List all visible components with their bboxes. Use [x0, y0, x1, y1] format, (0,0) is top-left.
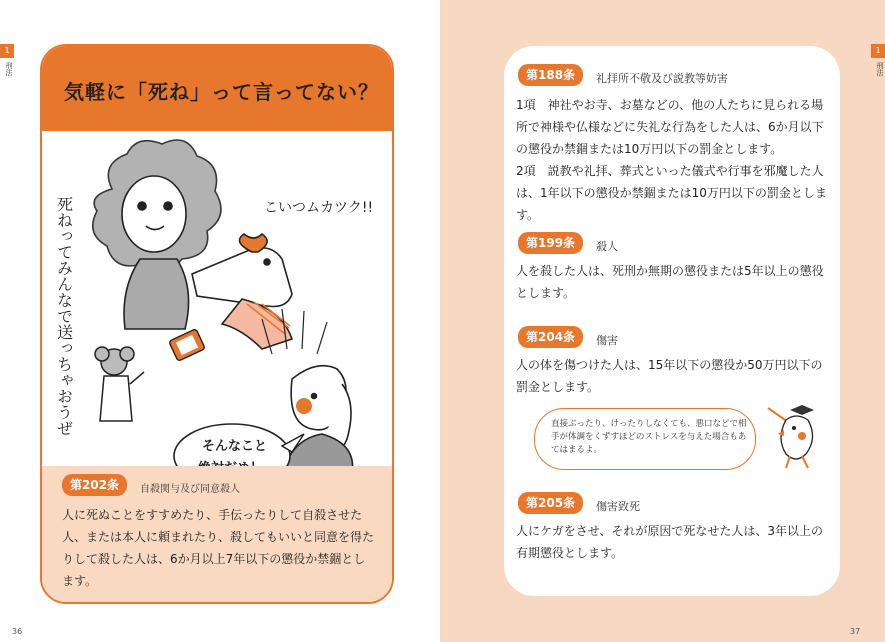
article-188-text: 1項 神社やお寺、お墓などの、他の人たちに見られる場所で神様や仏様などに失礼な行為をした人は、6か月以下の懲役か禁錮または10万円以下の罰金とします。 2項 説教や礼拝、葬式といった儀式や行事を邪魔した人は、1年以下の懲役か禁錮または10万円以下の罰金とします。 [516, 98, 827, 222]
article-199-text: 人を殺した人は、死刑か無期の懲役または5年以上の懲役とします。 [516, 264, 824, 300]
smartphone-icon [169, 329, 205, 362]
crocodile-icon [192, 234, 292, 349]
article-188-badge: 第188条 [518, 64, 583, 86]
professor-bird-icon [766, 400, 826, 474]
article-199-title: 殺人 [596, 240, 618, 253]
article-205-text: 人にケガをさせ、それが原因で死なせた人は、3年以上の有期懲役とします。 [516, 524, 824, 560]
article-188-title: 礼拝所不敬及び説教等妨害 [596, 72, 728, 85]
comic-illustration [42, 134, 392, 504]
chapter-label: 刑法 [5, 62, 13, 76]
angry-speech: こいつムカツク!! [264, 200, 374, 216]
note-bubble [534, 408, 756, 470]
article-202-title: 自殺関与及び同意殺人 [140, 484, 240, 495]
article-204-text: 人の体を傷つけた人は、15年以下の懲役か50万円以下の罰金とします。 [516, 358, 823, 394]
left-page [0, 0, 442, 642]
articles-card [504, 46, 840, 596]
chapter-label-right: 刑法 [876, 62, 884, 76]
mouse-icon [95, 347, 144, 421]
vertical-caption: 死ねってみんなで送っちゃおうぜ [54, 196, 74, 436]
lion-icon [93, 140, 221, 329]
article-205-title: 傷害致死 [596, 500, 640, 513]
article-204-badge: 第204条 [518, 326, 583, 348]
left-page-number: 36 [12, 627, 23, 636]
right-page [444, 0, 885, 642]
article-202-box [42, 466, 392, 602]
right-page-number: 37 [850, 627, 861, 636]
article-202-badge: 第202条 [62, 474, 127, 496]
topic-card [40, 44, 394, 604]
article-202-text: 人に死ぬことをすすめたり、手伝ったりして自殺させた人、または本人に頼まれたり、殺してもいいと同意を得たりして殺した人は、6か月以上7年以下の懲役か禁錮とします。 [62, 508, 375, 588]
article-204-title: 傷害 [596, 334, 618, 347]
bubble-line-1: そんなこと [202, 439, 268, 454]
card-header [42, 46, 392, 131]
page-headline: 気軽に「死ね」って言ってない？ [64, 80, 379, 104]
article-205-badge: 第205条 [518, 492, 583, 514]
chapter-number-tab: 1 [0, 44, 14, 58]
note-text: 直接ぶったり、けったりしなくても、悪口などで相手が体調をくずすほどのストレスを与えた場合もあてはまるよ。 [551, 419, 747, 455]
article-199-badge: 第199条 [518, 232, 583, 254]
chapter-number-tab-right: 1 [871, 44, 885, 58]
cockatoo-icon [282, 366, 353, 474]
